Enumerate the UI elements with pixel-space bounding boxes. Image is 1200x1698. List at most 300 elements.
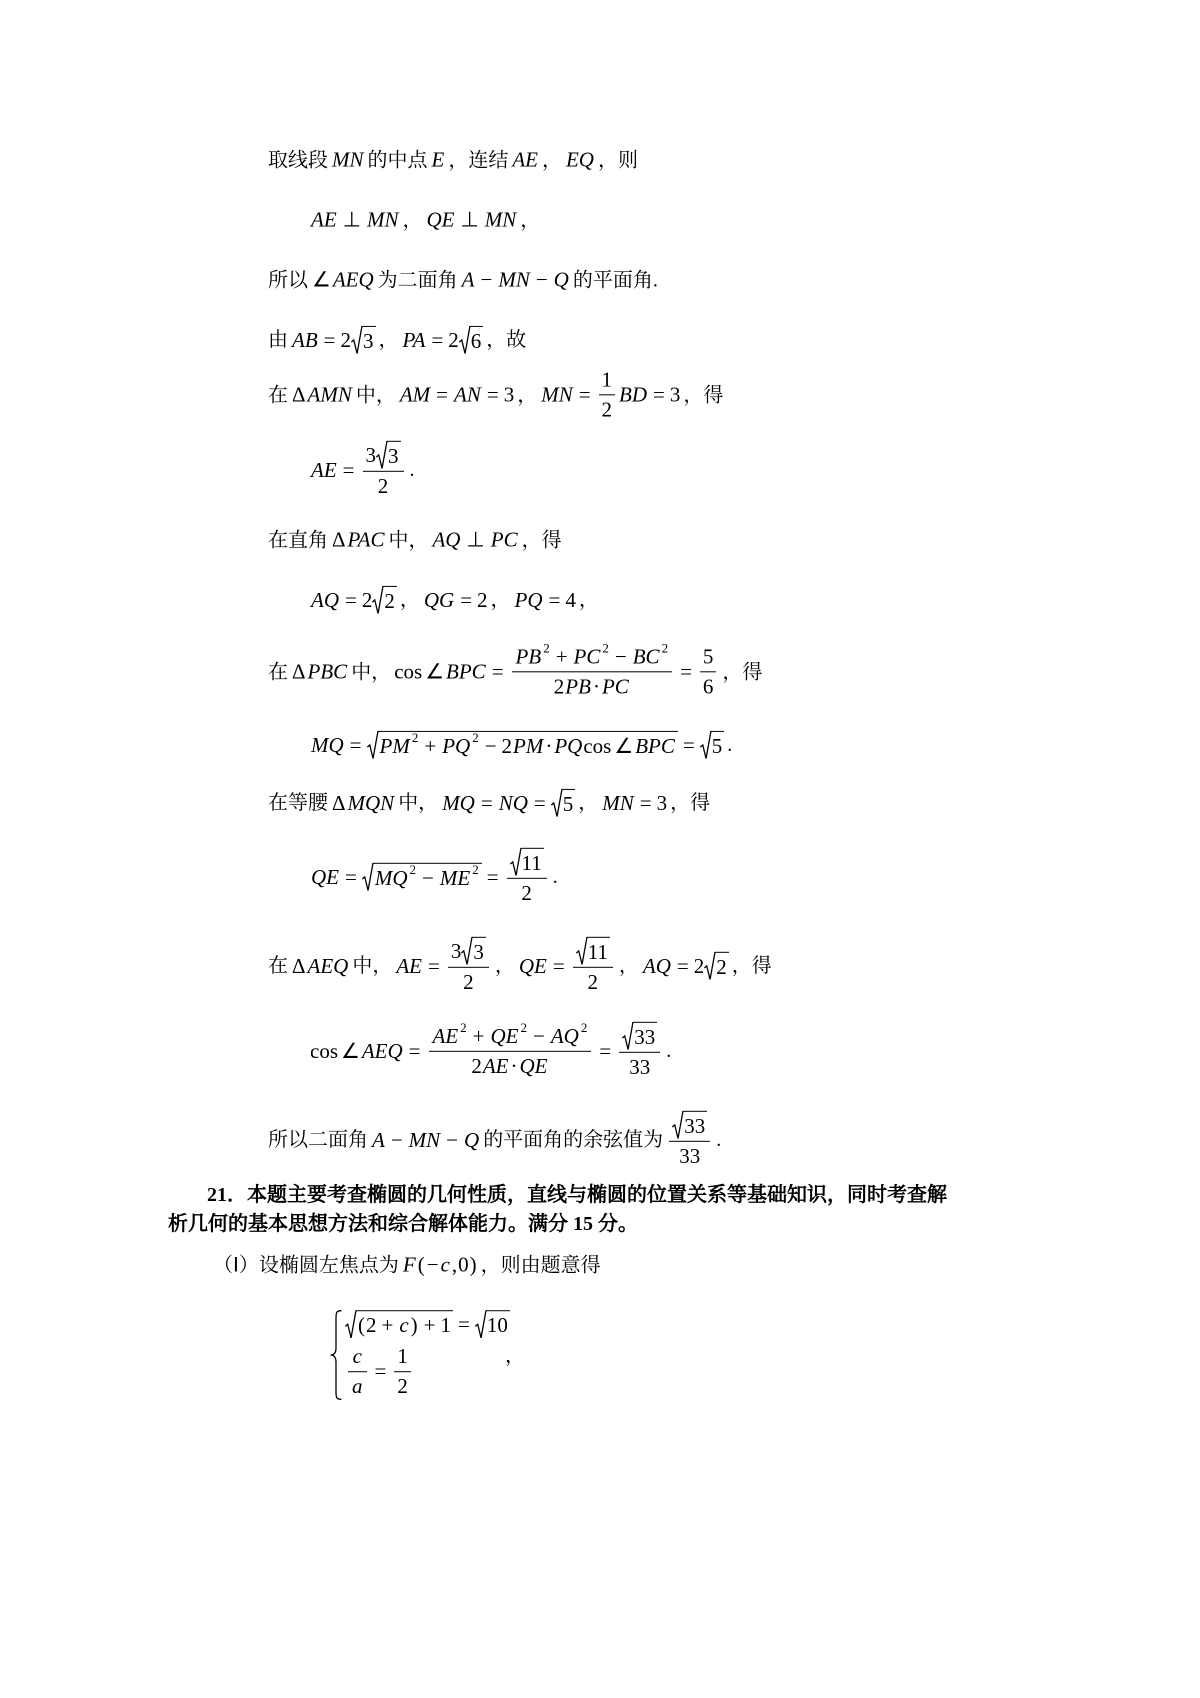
- math-number: 2: [501, 733, 513, 758]
- fraction-denominator: [363, 472, 404, 499]
- square-root: [459, 326, 484, 354]
- math-number: 3: [388, 443, 399, 468]
- text-run: ，: [578, 792, 599, 814]
- radical-sign-icon: [551, 789, 562, 817]
- math-variable: AEQ: [307, 953, 349, 978]
- superscript: 2: [460, 1019, 467, 1035]
- text-run: ，: [494, 955, 515, 977]
- fraction-numerator: [512, 640, 673, 672]
- math-operator: =: [349, 732, 362, 757]
- fraction: [363, 441, 404, 499]
- fraction-denominator: [669, 1142, 710, 1169]
- math-variable: BD: [619, 382, 648, 407]
- radicand: [486, 1310, 510, 1338]
- math-operator: =: [458, 1311, 470, 1336]
- superscript: 2: [411, 730, 419, 746]
- radicand: [715, 952, 729, 980]
- text-run: 析几何的基本思想方法和综合解体能力。满分 15 分。: [168, 1213, 638, 1235]
- text-run: ，: [399, 589, 420, 611]
- text-run: ，: [520, 209, 541, 231]
- math-number: 2: [553, 674, 565, 699]
- radical-sign: [576, 937, 587, 965]
- problem-21-intro-line-1: [207, 1183, 950, 1207]
- math-variable: PB: [565, 674, 591, 699]
- math-operator: =: [431, 327, 444, 352]
- math-variable: MQ: [442, 790, 475, 815]
- text-run: ，得: [683, 384, 724, 406]
- math-symbol: Δ: [332, 527, 346, 552]
- math-number: 1: [397, 1344, 408, 1369]
- radical-sign-icon: [475, 1310, 486, 1338]
- math-operator: =: [682, 732, 695, 757]
- math-variable: MN: [541, 382, 573, 407]
- text-run: ，: [402, 209, 423, 231]
- square-root: [372, 586, 397, 614]
- math-variable: MN: [498, 267, 530, 292]
- math-variable: QE: [518, 953, 547, 978]
- fraction-denominator: [507, 879, 547, 906]
- fraction-numerator: [363, 441, 404, 472]
- math-variable: QE: [311, 864, 339, 889]
- text-run: .: [727, 734, 733, 756]
- math-number: 3: [365, 442, 376, 467]
- math-operator: +: [423, 1313, 436, 1338]
- radical-sign: [672, 1111, 683, 1139]
- radical-sign-icon: [459, 326, 470, 354]
- text-line: [268, 527, 565, 552]
- superscript: 2: [409, 862, 417, 878]
- math-operator: =: [552, 953, 565, 978]
- math-variable: a: [352, 1374, 363, 1399]
- math-operator: −: [480, 267, 493, 292]
- equation-row: [345, 1310, 510, 1338]
- math-variable: MQ: [374, 865, 408, 890]
- radical-sign-icon: [461, 937, 472, 965]
- fraction-numerator: [507, 848, 547, 879]
- fraction-denominator: [573, 968, 613, 995]
- math-symbol: ∠: [425, 659, 445, 684]
- math-number: 2: [361, 587, 373, 612]
- text-run: .: [716, 1129, 722, 1151]
- math-variable: AB: [292, 327, 318, 352]
- radical-sign: [459, 326, 470, 354]
- square-root: [461, 937, 486, 965]
- math-variable: QG: [423, 587, 455, 612]
- math-number: 4: [565, 587, 576, 612]
- math-operator: =: [653, 382, 665, 407]
- square-root: [362, 863, 482, 891]
- text-run: ，故: [486, 329, 527, 351]
- math-number: 2: [601, 397, 613, 422]
- fraction: [512, 640, 673, 699]
- text-line: [268, 937, 775, 995]
- radical-sign: [376, 441, 387, 469]
- fraction-denominator: [619, 1053, 660, 1080]
- radicand: [472, 937, 486, 965]
- fraction: [507, 848, 547, 906]
- formula-line: [310, 207, 543, 232]
- math-variable: PA: [402, 327, 426, 352]
- math-operator: ⊥: [460, 207, 479, 232]
- superscript: 2: [520, 1019, 527, 1035]
- fraction: [394, 1344, 411, 1399]
- text-run: ，得: [731, 955, 772, 977]
- math-symbol: ·: [510, 1053, 518, 1078]
- math-variable: AE: [482, 1053, 509, 1078]
- text-line: [268, 326, 529, 354]
- radical-sign: [700, 731, 711, 759]
- square-root: [345, 1310, 453, 1338]
- math-variable: AEQ: [332, 267, 374, 292]
- superscript: 2: [543, 640, 550, 656]
- superscript: 2: [580, 1019, 588, 1035]
- math-number: 2: [477, 587, 488, 612]
- fraction: [348, 1344, 367, 1399]
- math-number: 3: [363, 328, 374, 353]
- equation-row: [345, 1344, 510, 1399]
- text-run: 在直角: [268, 529, 328, 551]
- math-number: 3: [503, 382, 515, 407]
- radical-sign-icon: [510, 848, 521, 876]
- radicand: [562, 789, 576, 817]
- radicand: [470, 326, 484, 354]
- brace: [330, 1310, 342, 1400]
- square-root: [672, 1111, 707, 1139]
- math-number: 0: [458, 1252, 469, 1277]
- math-operator: −: [533, 1023, 545, 1048]
- text-run: ，: [378, 329, 399, 351]
- math-variable: c: [440, 1252, 450, 1277]
- fraction-denominator: [394, 1373, 411, 1400]
- math-variable: PM: [513, 733, 544, 758]
- fraction-denominator: [700, 673, 717, 700]
- math-symbol: (: [358, 1313, 365, 1338]
- math-operator: =: [436, 382, 449, 407]
- math-variable: PC: [490, 527, 518, 552]
- radical-sign-icon: [372, 586, 383, 614]
- math-variable: PM: [379, 733, 410, 758]
- math-operator: =: [491, 659, 504, 684]
- math-operator: ⊥: [466, 527, 485, 552]
- math-number: 5: [562, 791, 574, 816]
- text-run: 中，: [352, 955, 393, 977]
- math-variable: MQN: [347, 790, 395, 815]
- fraction-numerator: [394, 1344, 411, 1372]
- text-run: ，: [578, 589, 599, 611]
- radical-sign-icon: [376, 441, 387, 469]
- math-number: 3: [656, 790, 668, 815]
- text-run: 所以: [268, 269, 308, 291]
- math-variable: AE: [396, 953, 422, 978]
- math-symbol: Δ: [292, 382, 306, 407]
- fraction-denominator: [429, 1052, 592, 1079]
- math-variable: A: [461, 267, 475, 292]
- math-number: 11: [587, 939, 608, 964]
- math-variable: AE: [311, 207, 337, 232]
- math-variable: PBC: [307, 659, 348, 684]
- fraction: [700, 644, 717, 699]
- text-run: ，: [490, 589, 511, 611]
- math-variable: F: [402, 1252, 416, 1277]
- fraction-numerator: [448, 937, 489, 968]
- math-number: 2: [448, 327, 459, 352]
- math-symbol: ,: [451, 1252, 458, 1277]
- math-operator: −: [484, 733, 497, 758]
- fraction-denominator: [448, 968, 489, 995]
- math-symbol: ∠: [341, 1038, 360, 1063]
- math-variable: AE: [432, 1023, 459, 1048]
- math-variable: BPC: [635, 733, 675, 758]
- text-run: ，: [541, 149, 562, 171]
- math-variable: MN: [332, 147, 364, 172]
- square-root: [367, 731, 678, 759]
- math-operator: =: [599, 1038, 612, 1063]
- square-root: [622, 1022, 657, 1050]
- math-operator: +: [381, 1313, 394, 1338]
- math-variable: AQ: [311, 587, 339, 612]
- text-run: ，则由题意得: [480, 1254, 601, 1276]
- math-function: cos: [394, 659, 423, 684]
- fraction-denominator: [512, 673, 673, 700]
- formula-line: [310, 1019, 674, 1080]
- text-line: [268, 789, 713, 817]
- fraction-numerator: [429, 1019, 592, 1051]
- text-run: 在等腰: [268, 792, 328, 814]
- math-operator: =: [578, 382, 591, 407]
- math-variable: AE: [311, 457, 337, 482]
- text-run: 的中点: [367, 149, 428, 171]
- math-variable: MN: [408, 1127, 441, 1152]
- fraction-numerator: [619, 1022, 660, 1053]
- radical-sign: [362, 863, 373, 891]
- radical-sign: [622, 1022, 633, 1050]
- math-variable: QE: [426, 207, 455, 232]
- math-variable: AN: [454, 382, 481, 407]
- radicand: [587, 937, 610, 965]
- radical-sign-icon: [351, 326, 362, 354]
- math-number: 2: [587, 970, 599, 994]
- radicand: [362, 326, 376, 354]
- square-root: [351, 326, 376, 354]
- math-number: 2: [397, 1374, 408, 1399]
- text-line: [268, 147, 641, 172]
- math-symbol: Δ: [292, 659, 306, 684]
- math-operator: =: [428, 953, 440, 978]
- math-variable: BC: [632, 644, 660, 669]
- math-number: 11: [521, 850, 542, 875]
- part-1-line: [213, 1252, 604, 1277]
- fraction-numerator: [700, 644, 717, 672]
- text-run: ，连结: [448, 149, 509, 171]
- math-symbol: (: [417, 1252, 425, 1277]
- math-operator: =: [480, 790, 493, 815]
- math-operator: =: [342, 457, 355, 482]
- superscript: 2: [661, 640, 669, 656]
- math-number: 6: [470, 328, 482, 353]
- math-function: cos: [310, 1038, 338, 1063]
- text-run: .: [409, 459, 415, 481]
- math-variable: PQ: [514, 587, 543, 612]
- fraction: [448, 937, 489, 995]
- radicand: [521, 848, 544, 876]
- text-run: （Ⅰ）设椭圆左焦点为: [213, 1254, 399, 1276]
- math-variable: PQ: [442, 733, 471, 758]
- math-operator: =: [345, 587, 357, 612]
- math-operator: +: [424, 733, 437, 758]
- fraction-numerator: [599, 367, 616, 395]
- radicand: [383, 586, 397, 614]
- math-variable: PQ: [554, 733, 583, 758]
- fraction: [669, 1111, 710, 1169]
- math-number: 3: [450, 938, 462, 963]
- radical-sign-icon: [362, 863, 373, 891]
- text-run: 21．本题主要考查椭圆的几何性质，直线与椭圆的位置关系等基础知识，同时考查解: [207, 1184, 947, 1206]
- math-number: 1: [440, 1313, 452, 1338]
- math-operator: =: [548, 587, 561, 612]
- radical-sign: [551, 789, 562, 817]
- math-operator: =: [676, 953, 689, 978]
- math-variable: PAC: [347, 527, 385, 552]
- math-variable: MN: [602, 790, 634, 815]
- radicand: [633, 1022, 657, 1050]
- math-number: 2: [377, 474, 389, 498]
- math-variable: MQ: [311, 732, 344, 757]
- formula-line: [310, 848, 561, 906]
- math-operator: =: [486, 382, 499, 407]
- math-number: 33: [679, 1144, 701, 1168]
- fraction-numerator: [348, 1344, 367, 1372]
- math-operator: =: [533, 790, 546, 815]
- text-run: 在: [268, 955, 288, 977]
- math-variable: c: [399, 1313, 409, 1338]
- math-operator: =: [408, 1038, 421, 1063]
- radicand: [711, 731, 725, 759]
- math-operator: ⊥: [342, 207, 361, 232]
- formula-line: [310, 586, 602, 614]
- math-operator: =: [345, 864, 357, 889]
- square-root: [475, 1310, 510, 1338]
- equation-system-line: [330, 1310, 510, 1400]
- math-number: 33: [629, 1055, 651, 1079]
- math-operator: =: [486, 864, 499, 889]
- text-run: 在: [268, 661, 288, 683]
- math-variable: Q: [553, 267, 569, 292]
- math-function: cos: [583, 733, 612, 758]
- radical-sign-icon: [576, 937, 587, 965]
- square-root: [510, 848, 544, 876]
- left-brace-icon: [330, 1310, 342, 1400]
- math-variable: PB: [515, 644, 542, 669]
- math-variable: BPC: [446, 659, 486, 684]
- math-operator: −: [422, 865, 434, 890]
- problem-21-intro-line-2: [168, 1212, 641, 1236]
- math-number: 2: [463, 970, 474, 994]
- equation-rows: [345, 1310, 510, 1400]
- fraction-denominator: [599, 396, 616, 423]
- radical-sign: [704, 952, 715, 980]
- math-variable: c: [352, 1344, 362, 1369]
- math-number: 2: [716, 954, 727, 979]
- text-run: 在: [268, 384, 288, 406]
- math-operator: −: [614, 644, 627, 669]
- math-number: 33: [634, 1024, 656, 1049]
- square-root: [704, 952, 729, 980]
- radicand: [356, 1310, 453, 1338]
- text-run: ，得: [722, 661, 763, 683]
- text-run: 中，: [388, 529, 429, 551]
- formula-line: [310, 441, 418, 499]
- math-variable: AQ: [642, 953, 671, 978]
- radical-sign: [510, 848, 521, 876]
- math-variable: AQ: [550, 1023, 579, 1048]
- math-number: 10: [486, 1313, 508, 1338]
- square-root: [376, 441, 401, 469]
- radical-sign-icon: [704, 952, 715, 980]
- text-run: ，得: [670, 792, 711, 814]
- text-line: [268, 640, 765, 699]
- math-symbol: Δ: [332, 790, 346, 815]
- radical-sign: [475, 1310, 486, 1338]
- text-run: ，: [618, 955, 639, 977]
- math-variable: A: [372, 1127, 385, 1152]
- text-run: .: [666, 1040, 672, 1062]
- square-root: [576, 937, 610, 965]
- math-symbol: Δ: [292, 953, 306, 978]
- text-line: [268, 367, 726, 422]
- fraction: [599, 367, 616, 422]
- math-variable: EQ: [565, 147, 594, 172]
- superscript: 2: [472, 862, 479, 878]
- text-run: 由: [268, 329, 288, 351]
- math-operator: +: [555, 644, 568, 669]
- math-symbol: ∠: [312, 267, 331, 292]
- radical-sign-icon: [700, 731, 711, 759]
- math-variable: Q: [464, 1127, 480, 1152]
- text-line: [268, 267, 661, 292]
- text-run: ，: [517, 384, 538, 406]
- math-number: 3: [669, 382, 681, 407]
- radicand: [387, 441, 401, 469]
- text-run: .: [552, 866, 558, 888]
- math-number: 5: [711, 733, 723, 758]
- math-number: 1: [601, 367, 613, 392]
- radical-sign: [461, 937, 472, 965]
- text-run: 取线段: [268, 149, 328, 171]
- text-run: 的平面角.: [572, 269, 658, 291]
- math-variable: MN: [484, 207, 517, 232]
- fraction-numerator: [669, 1111, 710, 1142]
- fraction: [429, 1019, 592, 1078]
- text-run: 为二面角: [377, 269, 458, 291]
- radicand: [373, 863, 482, 891]
- math-number: 2: [471, 1053, 482, 1078]
- math-operator: =: [639, 790, 652, 815]
- radical-sign: [372, 586, 383, 614]
- math-number: 6: [702, 674, 714, 699]
- text-run: 中，: [398, 792, 439, 814]
- math-variable: PC: [573, 644, 601, 669]
- math-variable: AQ: [432, 527, 461, 552]
- radical-sign-icon: [622, 1022, 633, 1050]
- math-symbol: −: [426, 1252, 439, 1277]
- text-run: ，: [505, 1345, 525, 1367]
- equation-system: [330, 1310, 510, 1400]
- square-root: [700, 731, 725, 759]
- radicand: [683, 1111, 707, 1139]
- text-run: 所以二面角: [268, 1129, 368, 1151]
- math-operator: −: [390, 1127, 403, 1152]
- text-run: ，则: [597, 149, 638, 171]
